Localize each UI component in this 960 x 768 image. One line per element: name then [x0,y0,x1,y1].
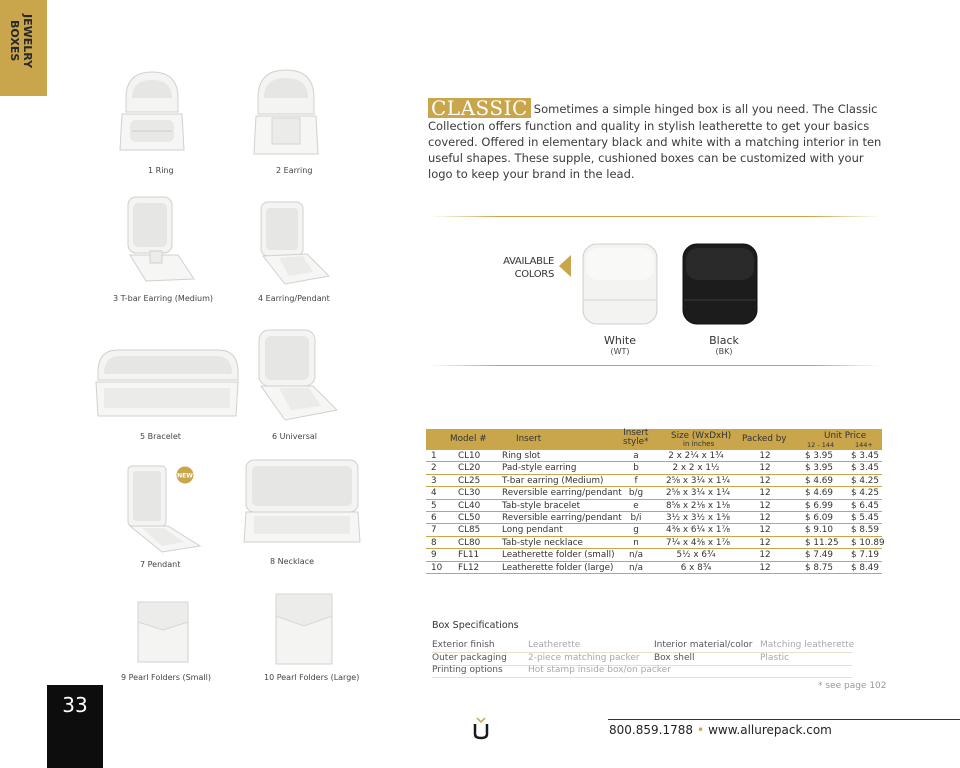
product-label: 5 Bracelet [140,432,181,441]
cell-p1: $ 6.99 [805,500,833,511]
cell-size: 3½ x 3½ x 1⅜ [666,512,730,523]
pendant-box-image [126,462,206,556]
cell-n: 2 [431,463,437,474]
color-code-white: (WT) [610,347,630,356]
divider [430,365,880,366]
cell-style: b/g [628,488,644,499]
cell-p1: $ 3.95 [805,463,833,474]
cell-n: 5 [431,500,437,511]
cell-insert: Leatherette folder (small) [502,550,615,561]
col-size-unit: in inches [683,440,715,448]
spec-v1: Hot stamp inside box/on packer [528,665,671,676]
cell-model: CL85 [458,525,481,536]
table-row [426,450,882,462]
cell-size: 8⅝ x 2⅛ x 1⅛ [666,500,730,511]
cell-model: FL11 [458,550,480,561]
product-label: 8 Necklace [270,557,315,566]
col-packed: Packed by [742,434,787,444]
cell-model: CL20 [458,463,481,474]
cell-insert: Leatherette folder (large) [502,562,614,573]
spec-k2: Interior material/color [654,640,753,650]
product-label: 3 T-bar Earring (Medium) [113,294,214,303]
cell-style: b/i [630,512,642,523]
cell-size: 7¼ x 4⅜ x 1⅞ [666,537,730,548]
product-label: 10 Pearl Folders (Large) [264,673,360,682]
cell-model: CL10 [458,451,481,461]
product-label: 2 Earring [276,166,313,175]
cell-style: e [633,500,639,511]
spec-row [432,640,855,653]
price-table [426,428,885,574]
cell-packed: 12 [759,488,771,499]
spec-row [432,653,852,666]
cell-n: 9 [431,550,437,561]
table-row [426,549,882,561]
cell-n: 3 [431,475,437,486]
cell-style: g [633,525,639,536]
pearl-folder-large-image [274,592,336,668]
divider [430,216,880,217]
cell-p2: $ 5.45 [851,512,879,523]
spec-v1: Leatherette [528,640,581,650]
necklace-box-image [242,456,362,550]
classic-intro [428,98,888,182]
cell-packed: 12 [759,512,771,523]
table-row [426,462,882,474]
table-header [426,429,882,450]
table-row [426,562,882,574]
col-insert: Insert [516,434,542,444]
cell-n: 4 [431,488,437,499]
cell-insert: Long pendant [502,525,563,536]
footnote: * see page 102 [818,681,887,691]
cell-p2: $ 10.89 [851,537,885,548]
table-row [426,500,882,512]
collection-badge: CLASSIC [428,98,531,118]
cell-size: 2⅝ x 3¼ x 1¼ [666,475,730,486]
available-colors-label: AVAILABLE COLORS [503,256,554,280]
cell-size: 4⅜ x 6¼ x 1⅞ [666,525,730,536]
cell-model: FL12 [458,562,480,573]
cell-p1: $ 3.95 [805,451,833,461]
cell-packed: 12 [759,451,771,461]
cell-p2: $ 7.19 [851,550,879,561]
cell-model: CL50 [458,512,481,523]
tbar-earring-box-image [122,193,198,289]
cell-size: 6 x 8¾ [680,562,712,573]
cell-packed: 12 [759,463,771,474]
cell-packed: 12 [759,475,771,486]
white-swatch-box [580,240,660,332]
ring-box-image [118,66,186,158]
cell-n: 1 [431,451,437,461]
cell-p1: $ 4.69 [805,488,833,499]
product-label: 6 Universal [272,432,318,441]
black-swatch-box [680,240,760,332]
website-link[interactable]: www.allurepack.com [708,723,832,737]
cell-p2: $ 6.45 [851,500,879,511]
col-price-tier1: 12 - 144 [807,441,835,449]
table-row [426,487,882,499]
product-label: 4 Earring/Pendant [258,294,330,303]
table-row [426,537,885,549]
spec-k2: Box shell [654,652,695,663]
col-model: Model # [450,434,487,444]
cell-insert: Reversible earring/pendant [502,488,622,499]
page-number: 33 [47,685,103,768]
cell-p2: $ 8.59 [851,525,879,536]
svg-text:NEW: NEW [177,472,193,480]
spec-v1: 2-piece matching packer [528,652,640,663]
brand-logo-icon [471,716,491,740]
pointer-arrow-icon [559,255,571,277]
cell-p2: $ 3.45 [851,451,879,461]
cell-insert: Tab-style bracelet [502,500,581,511]
cell-insert: Ring slot [502,451,541,461]
cell-p1: $ 9.10 [805,525,833,536]
new-badge-icon [176,466,194,484]
footer-rule [608,719,960,720]
specs-title: Box Specifications [432,620,519,631]
cell-p1: $ 6.09 [805,512,833,523]
cell-model: CL80 [458,537,481,548]
bracelet-box-image [94,346,240,424]
table-row [426,512,882,524]
cell-style: f [634,475,638,486]
cell-insert: Reversible earring/pendant [502,512,622,523]
cell-p1: $ 7.49 [805,550,833,561]
section-tab-label: JEWELRY BOXES [8,14,34,69]
col-price: Unit Price [824,431,867,441]
cell-insert: T-bar earring (Medium) [502,475,604,486]
cell-p2: $ 4.25 [851,488,879,499]
cell-model: CL30 [458,488,481,499]
cell-p2: $ 8.49 [851,562,879,573]
cell-style: n/a [629,550,643,561]
earring-box-image [252,66,320,158]
product-label: 9 Pearl Folders (Small) [121,673,211,682]
col-size: Size (WxDxH) [671,431,732,441]
cell-packed: 12 [759,500,771,511]
cell-insert: Pad-style earring [502,463,577,474]
cell-packed: 12 [759,550,771,561]
cell-packed: 12 [759,525,771,536]
footer-contact [609,723,832,737]
spec-k1: Exterior finish [432,640,495,650]
cell-packed: 12 [759,562,771,573]
cell-size: 2 x 2 x 1½ [672,463,720,474]
spec-v2: Matching leatherette [760,640,855,650]
cell-size: 5½ x 6¾ [676,550,716,561]
cell-p1: $ 4.69 [805,475,833,486]
cell-style: a [633,451,639,461]
cell-n: 10 [431,562,443,573]
cell-p2: $ 3.45 [851,463,879,474]
cell-size: 2 x 2¼ x 1¾ [668,451,724,461]
product-label: 7 Pendant [140,560,181,569]
col-price-tier2: 144+ [855,441,873,449]
cell-model: CL25 [458,475,481,486]
spec-k1: Outer packaging [432,652,507,663]
cell-n: 6 [431,512,437,523]
color-name-black: Black [709,334,739,347]
cell-insert: Tab-style necklace [502,537,583,548]
cell-style: b [633,463,639,474]
cell-p1: $ 8.75 [805,562,833,573]
cell-n: 8 [431,537,437,548]
col-insert-style: Insert style* [623,428,649,447]
color-name-white: White [604,334,636,347]
universal-box-image [255,326,341,424]
cell-model: CL40 [458,500,481,511]
phone-number: 800.859.1788 [609,723,693,737]
pearl-folder-small-image [136,600,192,666]
cell-style: n/a [629,562,643,573]
table-row [426,475,882,487]
cell-n: 7 [431,525,437,536]
cell-p2: $ 4.25 [851,475,879,486]
cell-size: 2⅝ x 3¼ x 1¼ [666,488,730,499]
spec-row [432,665,852,678]
separator: • [696,723,705,737]
cell-p1: $ 11.25 [805,537,839,548]
spec-k1: Printing options [432,665,503,676]
intro-text: Sometimes a simple hinged box is all you need. The Classic Collection offers function and quality in stylish leatherette to get your basics covered. Offered in elementary black and white with a matching interior in ten useful shapes. These supple, cushioned boxes can be customized with your logo to keep your brand in the lead. [428,102,882,181]
product-label: 1 Ring [148,166,174,175]
cell-style: n [633,537,639,548]
color-code-black: (BK) [715,347,733,356]
table-row [426,524,882,536]
earring-pendant-box-image [257,198,333,290]
section-tab [0,0,47,96]
spec-v2: Plastic [760,652,790,663]
cell-packed: 12 [759,537,771,548]
table-body [426,450,885,574]
